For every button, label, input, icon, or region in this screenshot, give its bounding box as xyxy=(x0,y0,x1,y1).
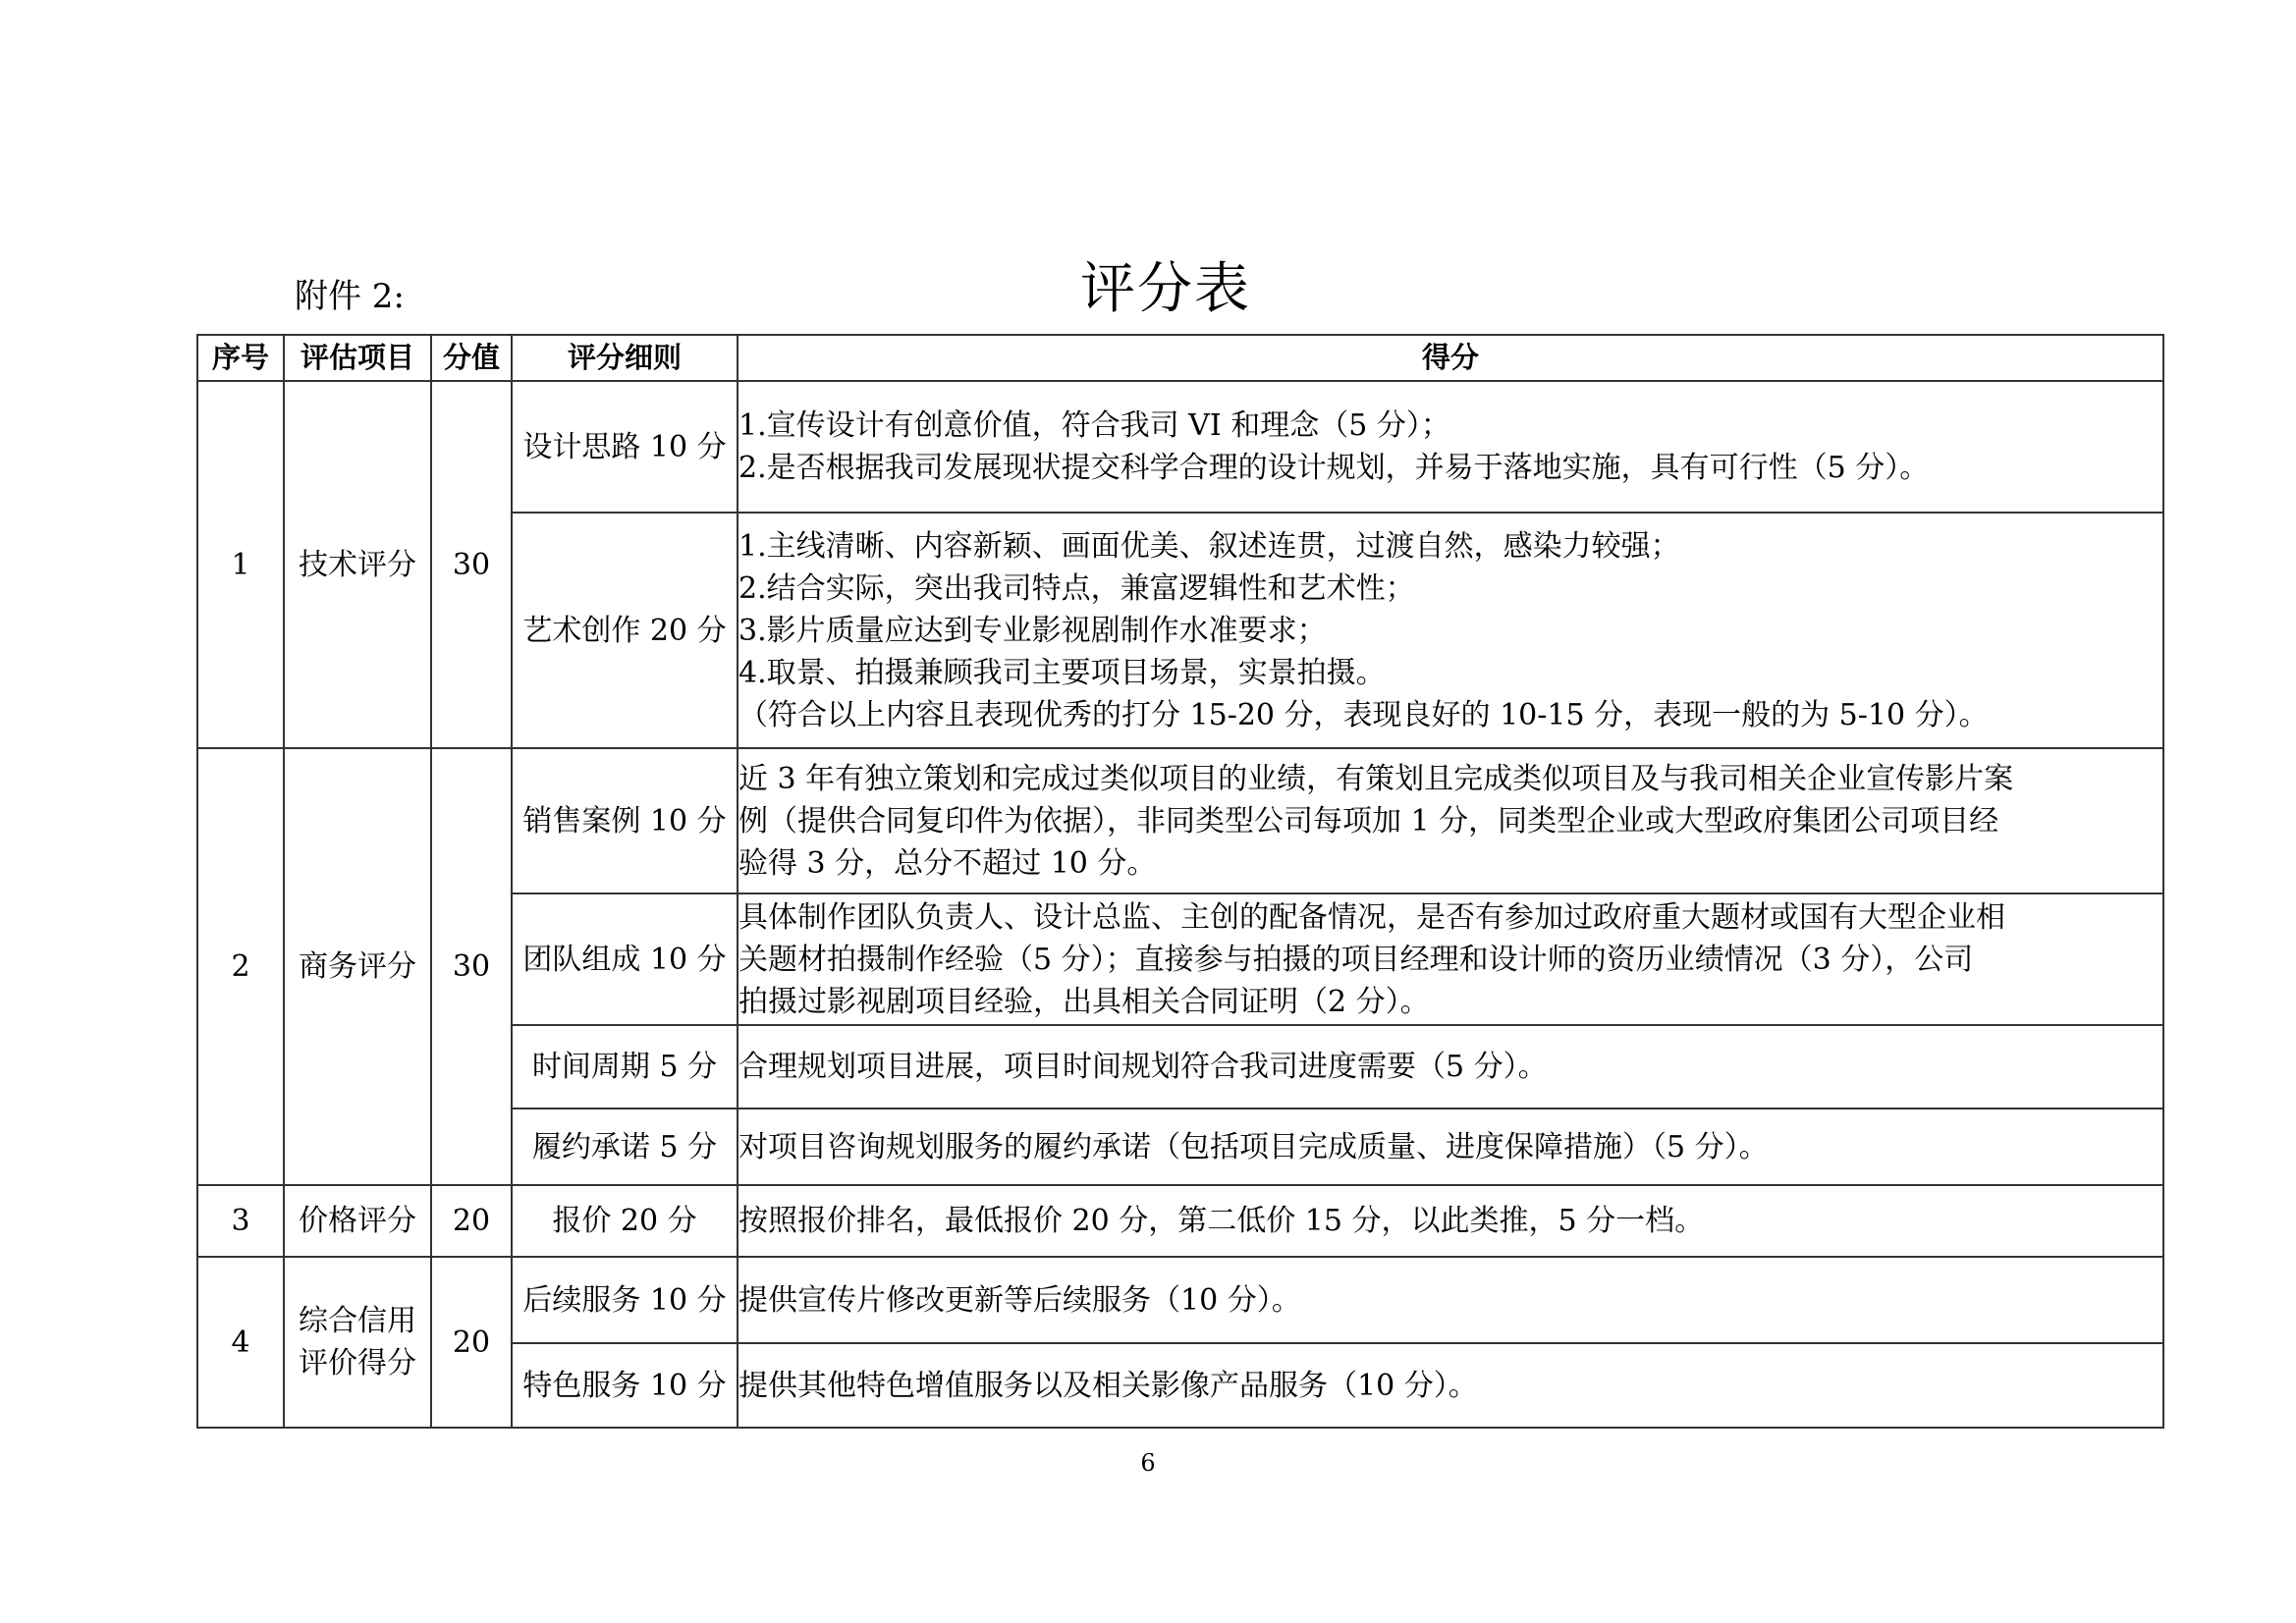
detail-line: 2.结合实际，突出我司特点，兼富逻辑性和艺术性； xyxy=(738,570,1415,606)
attachment-label: 附件 2: xyxy=(295,277,405,316)
table-row xyxy=(197,748,2163,893)
evaluation-item-line: 综合信用 xyxy=(299,1304,416,1338)
header-no: 序号 xyxy=(197,335,284,381)
detail-line: 1.宣传设计有创意价值，符合我司 VI 和理念（5 分）； xyxy=(738,408,1450,443)
criteria-detail xyxy=(738,1185,2163,1257)
table-row xyxy=(197,1185,2163,1257)
score-value: 30 xyxy=(431,748,512,1185)
criteria-detail xyxy=(738,1343,2163,1428)
header-result: 得分 xyxy=(738,335,2163,381)
detail-line: 按照报价排名，最低报价 20 分，第二低价 15 分，以此类推，5 分一档。 xyxy=(738,1204,1705,1238)
evaluation-item: 商务评分 xyxy=(284,748,431,1185)
criteria-name: 特色服务 10 分 xyxy=(512,1343,738,1428)
row-number: 1 xyxy=(197,381,284,748)
detail-line: 2.是否根据我司发展现状提交科学合理的设计规划，并易于落地实施，具有可行性（5 分）。 xyxy=(738,451,1930,485)
detail-line: 对项目咨询规划服务的履约承诺（包括项目完成质量、进度保障措施）（5 分）。 xyxy=(738,1129,1769,1164)
evaluation-item-line: 评价得分 xyxy=(299,1346,416,1380)
row-number: 3 xyxy=(197,1185,284,1257)
criteria-name: 团队组成 10 分 xyxy=(512,893,738,1025)
criteria-name: 时间周期 5 分 xyxy=(512,1025,738,1109)
criteria-name: 后续服务 10 分 xyxy=(512,1257,738,1343)
detail-line: 合理规划项目进展，项目时间规划符合我司进度需要（5 分）。 xyxy=(738,1050,1548,1084)
evaluation-item: 技术评分 xyxy=(284,381,431,748)
criteria-detail xyxy=(738,1109,2163,1185)
scoring-table xyxy=(196,334,2164,1429)
table-header-row xyxy=(197,335,2163,381)
detail-line: 具体制作团队负责人、设计总监、主创的配备情况，是否有参加过政府重大题材或国有大型企业相 xyxy=(738,899,2005,935)
detail-line: 关题材拍摄制作经验（5 分）；直接参与拍摄的项目经理和设计师的资历业绩情况（3 分），公司 xyxy=(738,942,1974,977)
header-item: 评估项目 xyxy=(284,335,431,381)
criteria-detail xyxy=(738,381,2163,513)
criteria-name: 设计思路 10 分 xyxy=(512,381,738,513)
criteria-name: 销售案例 10 分 xyxy=(512,748,738,893)
table-row xyxy=(197,381,2163,513)
criteria-detail xyxy=(738,513,2163,748)
detail-line: 拍摄过影视剧项目经验，出具相关合同证明（2 分）。 xyxy=(738,984,1430,1019)
page-title: 评分表 xyxy=(1080,257,1251,321)
evaluation-item: 价格评分 xyxy=(284,1185,431,1257)
table-row xyxy=(197,1257,2163,1343)
criteria-detail xyxy=(738,748,2163,893)
criteria-name: 艺术创作 20 分 xyxy=(512,513,738,748)
criteria-detail xyxy=(738,1257,2163,1343)
criteria-name: 报价 20 分 xyxy=(512,1185,738,1257)
criteria-detail xyxy=(738,1025,2163,1109)
criteria-name: 履约承诺 5 分 xyxy=(512,1109,738,1185)
detail-line: 4.取景、拍摄兼顾我司主要项目场景，实景拍摄。 xyxy=(738,655,1386,690)
detail-line: 例（提供合同复印件为依据），非同类型公司每项加 1 分，同类型企业或大型政府集团公司项目经 xyxy=(738,803,1999,839)
detail-line: （符合以上内容且表现优秀的打分 15-20 分，表现良好的 10-15 分，表现一般的为 5-10 分）。 xyxy=(738,697,1989,732)
detail-line: 提供其他特色增值服务以及相关影像产品服务（10 分）。 xyxy=(738,1368,1478,1403)
header-score: 分值 xyxy=(431,335,512,381)
score-value: 20 xyxy=(431,1257,512,1428)
header-criteria: 评分细则 xyxy=(512,335,738,381)
detail-line: 近 3 年有独立策划和完成过类似项目的业绩，有策划且完成类似项目及与我司相关企业宣传影片案 xyxy=(738,761,2014,796)
score-value: 20 xyxy=(431,1185,512,1257)
row-number: 4 xyxy=(197,1257,284,1428)
row-number: 2 xyxy=(197,748,284,1185)
criteria-detail xyxy=(738,893,2163,1025)
score-value: 30 xyxy=(431,381,512,748)
detail-line: 验得 3 分，总分不超过 10 分。 xyxy=(738,845,1157,881)
evaluation-item xyxy=(284,1257,431,1428)
detail-line: 3.影片质量应达到专业影视剧制作水准要求； xyxy=(738,613,1327,648)
detail-line: 1.主线清晰、内容新颖、画面优美、叙述连贯，过渡自然，感染力较强； xyxy=(738,528,1680,564)
page-number: 6 xyxy=(1140,1449,1156,1477)
detail-line: 提供宣传片修改更新等后续服务（10 分）。 xyxy=(738,1282,1301,1318)
